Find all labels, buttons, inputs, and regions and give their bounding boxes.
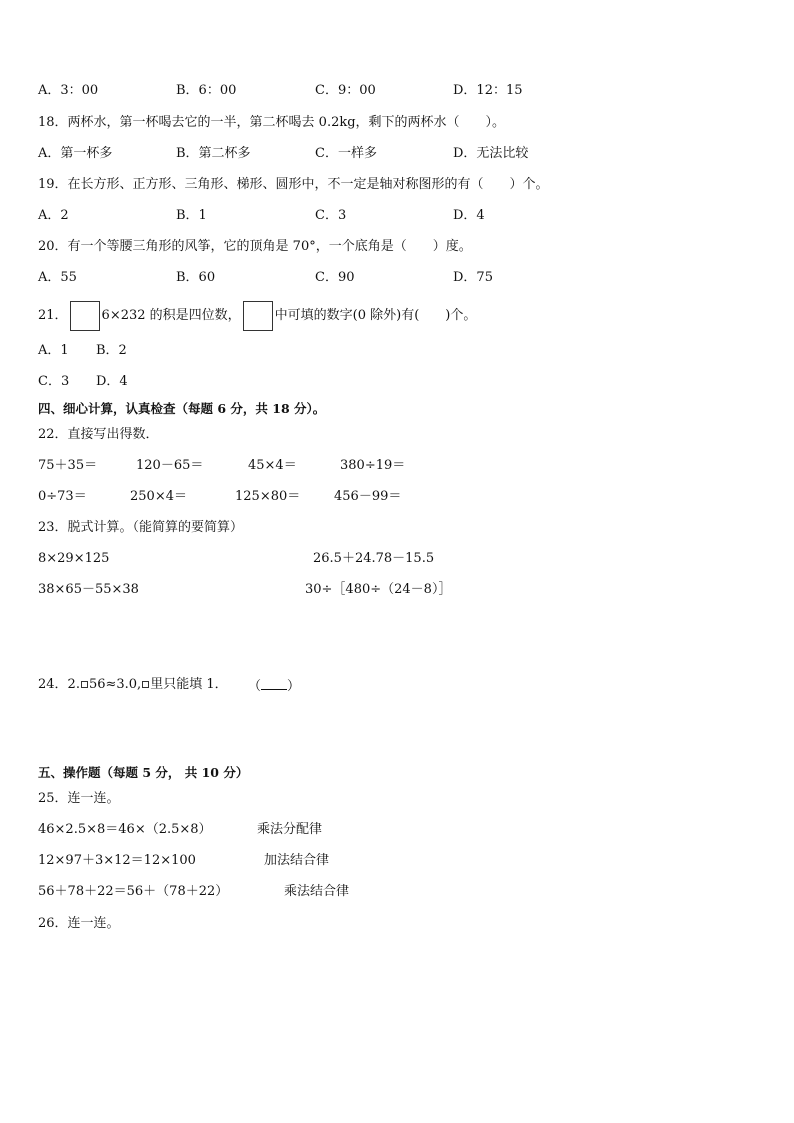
q21-option-d: D．4 bbox=[96, 374, 128, 389]
q25-stem: 25．连一连。 bbox=[38, 791, 120, 806]
q25-left-1[interactable]: 46×2.5×8＝46×（2.5×8） bbox=[38, 822, 212, 837]
q23-item-4: 30÷［480÷（24－8）］ bbox=[305, 582, 452, 597]
q25-right-1[interactable]: 乘法分配律 bbox=[257, 822, 323, 837]
q25-right-2[interactable]: 加法结合律 bbox=[264, 853, 330, 868]
q22-r2c4: 456－99＝ bbox=[334, 489, 402, 504]
q21-answer-box[interactable] bbox=[70, 301, 100, 331]
q17-option-a: A．3：00 bbox=[38, 83, 99, 98]
q19-option-c: C．3 bbox=[315, 208, 347, 223]
q22-r2c2: 250×4＝ bbox=[130, 489, 187, 504]
q23-item-2: 26.5＋24.78－15.5 bbox=[313, 551, 435, 566]
q18-option-d: D．无法比较 bbox=[453, 146, 529, 161]
q20-option-b: B．60 bbox=[176, 270, 216, 285]
q25-left-2[interactable]: 12×97＋3×12＝12×100 bbox=[38, 853, 196, 868]
q22-r2c1: 0÷73＝ bbox=[38, 489, 87, 504]
section-5-heading: 五、操作题（每题 5 分， 共 10 分） bbox=[38, 765, 249, 780]
q18-option-b: B．第二杯多 bbox=[176, 146, 251, 161]
q24-answer-blank[interactable] bbox=[261, 677, 287, 690]
q21-option-b: B．2 bbox=[96, 343, 127, 358]
q25-right-3[interactable]: 乘法结合律 bbox=[284, 884, 350, 899]
q24-stem bbox=[38, 677, 228, 693]
q18-stem: 18．两杯水，第一杯喝去它的一半，第二杯喝去 0.2kg，剩下的两杯水（ ）。 bbox=[38, 115, 506, 130]
q17-option-c: C．9：00 bbox=[315, 83, 376, 98]
q21-stem-middle: 6×232 的积是四位数， bbox=[101, 308, 241, 323]
q19-stem: 19．在长方形、正方形、三角形、梯形、圆形中，不一定是轴对称图形的有（ ）个。 bbox=[38, 177, 549, 192]
q26-stem: 26．连一连。 bbox=[38, 916, 120, 931]
blank-square-icon-2 bbox=[142, 681, 149, 688]
q21-number: 21． bbox=[38, 308, 68, 323]
q22-r1c2: 120－65＝ bbox=[136, 458, 204, 473]
q18-option-c: C．一样多 bbox=[315, 146, 377, 161]
q21-option-a: A．1 bbox=[38, 343, 69, 358]
q24-middle: 56≈3.0, bbox=[88, 677, 142, 692]
q24-end: 里只能填 1． bbox=[150, 677, 228, 692]
q20-option-d: D．75 bbox=[453, 270, 493, 285]
q23-item-1: 8×29×125 bbox=[38, 551, 110, 566]
q24-prefix: 24．2. bbox=[38, 677, 80, 692]
q23-stem: 23．脱式计算。（能简算的要简算） bbox=[38, 520, 244, 535]
blank-square-icon bbox=[81, 681, 88, 688]
q24-paren-open: （ bbox=[248, 679, 262, 694]
q22-r1c4: 380÷19＝ bbox=[340, 458, 406, 473]
q18-option-a: A．第一杯多 bbox=[38, 146, 113, 161]
q20-option-c: C．90 bbox=[315, 270, 355, 285]
q19-option-b: B．1 bbox=[176, 208, 207, 223]
q24-paren-close: ） bbox=[287, 679, 301, 694]
q17-option-b: B．6：00 bbox=[176, 83, 237, 98]
q21-answer-box-2[interactable] bbox=[243, 301, 273, 331]
q21-stem bbox=[38, 300, 476, 332]
q19-option-d: D．4 bbox=[453, 208, 485, 223]
q21-stem-end: 中可填的数字(0 除外)有( )个。 bbox=[274, 308, 477, 323]
q23-item-3: 38×65－55×38 bbox=[38, 582, 139, 597]
q24-answer[interactable] bbox=[248, 677, 300, 695]
q22-r2c3: 125×80＝ bbox=[235, 489, 301, 504]
q22-r1c3: 45×4＝ bbox=[248, 458, 297, 473]
q22-r1c1: 75＋35＝ bbox=[38, 458, 98, 473]
q21-option-c: C．3 bbox=[38, 374, 70, 389]
q19-option-a: A．2 bbox=[38, 208, 69, 223]
q20-option-a: A．55 bbox=[38, 270, 77, 285]
section-4-heading: 四、细心计算，认真检查（每题 6 分，共 18 分）。 bbox=[38, 401, 326, 416]
q20-stem: 20．有一个等腰三角形的风筝，它的顶角是 70°，一个底角是（ ）度。 bbox=[38, 239, 472, 254]
q22-stem: 22．直接写出得数． bbox=[38, 427, 159, 442]
q17-option-d: D．12：15 bbox=[453, 83, 523, 98]
q25-left-3[interactable]: 56＋78＋22＝56＋（78＋22） bbox=[38, 884, 229, 899]
